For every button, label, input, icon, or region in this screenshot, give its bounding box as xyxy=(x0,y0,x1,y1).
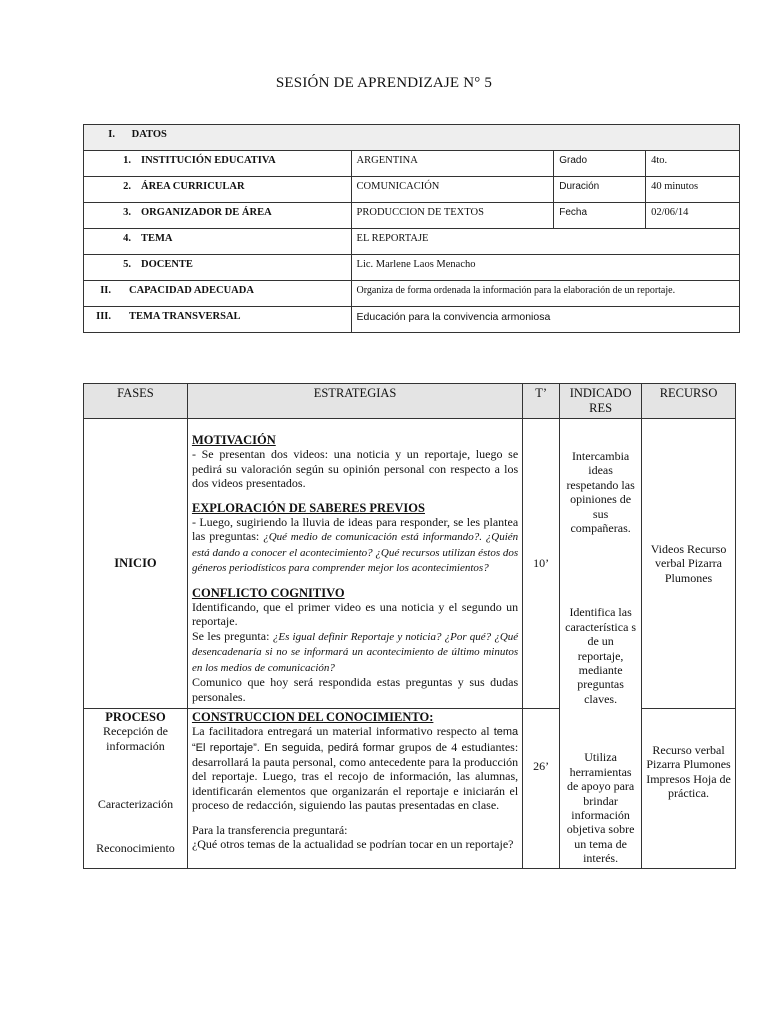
section-number: I. xyxy=(108,129,115,140)
exploracion-text: - Luego, sugiriendo la lluvia de ideas para responder, se les plantea las preguntas: xyxy=(191,515,519,544)
conflicto-title: CONFLICTO COGNITIVO xyxy=(191,585,345,600)
indicador-identifica: Identifica las característica s de un reportaje, mediante preguntas claves. xyxy=(565,605,637,706)
row-value: Educación para la convivencia armoniosa xyxy=(351,307,739,333)
row-label: INSTITUCIÓN EDUCATIVA xyxy=(141,155,276,166)
conflicto-closing: Comunico que hoy será respondida estas preguntas y sus dudas personales. xyxy=(191,675,519,704)
proceso-row xyxy=(84,708,736,868)
row-extra-value: 4to. xyxy=(646,151,740,177)
row-label: TEMA xyxy=(141,233,173,244)
exploracion-title: EXPLORACIÓN DE SABERES PREVIOS xyxy=(191,500,425,515)
header-estrategias: ESTRATEGIAS xyxy=(187,384,522,419)
row-value: PRODUCCION DE TEXTOS xyxy=(351,203,554,229)
row-number: 3. xyxy=(123,207,131,218)
recursos-proceso: Recurso verbal Pizarra Plumones Impresos Hoja de práctica. xyxy=(642,708,736,868)
fase-inicio: INICIO xyxy=(84,419,188,709)
row-label: CAPACIDAD ADECUADA xyxy=(129,285,254,296)
exploracion-paragraph xyxy=(192,515,518,576)
datos-row xyxy=(84,177,740,203)
recursos-inicio: Videos Recurso verbal Pizarra Plumones xyxy=(642,419,736,709)
row-extra-label: Fecha xyxy=(554,203,646,229)
datos-header-row xyxy=(84,125,740,151)
indicador-intercambia: Intercambia ideas respetando las opiniones de sus compañeras. xyxy=(566,449,635,536)
row-value: COMUNICACIÓN xyxy=(351,177,554,203)
conflicto-text: Identificando, que el primer video es una noticia y el segundo un reportaje. xyxy=(191,600,519,629)
conflicto-intro: Se les pregunta: xyxy=(191,628,273,643)
header-row xyxy=(84,384,736,419)
row-extra-label: Grado xyxy=(554,151,646,177)
motivacion-title: MOTIVACIÓN xyxy=(191,433,276,447)
transferencia-question: ¿Qué otros temas de la actualidad se podrían tocar en un reportaje? xyxy=(191,837,514,852)
indicadores-inicio xyxy=(560,419,642,709)
row-number: II. xyxy=(100,285,111,296)
header-fases: FASES xyxy=(84,384,188,419)
tiempo-inicio: 10’ xyxy=(523,419,560,709)
header-recursos: RECURSO xyxy=(642,384,736,419)
header-tiempo: T’ xyxy=(523,384,560,419)
datos-row xyxy=(84,203,740,229)
datos-row xyxy=(84,255,740,281)
proceso-reconocimiento: Reconocimiento xyxy=(96,841,175,856)
row-extra-value: 02/06/14 xyxy=(646,203,740,229)
construccion-paragraph xyxy=(192,724,518,812)
section-label: DATOS xyxy=(131,129,167,140)
estrategias-proceso xyxy=(187,708,522,868)
row-value: ARGENTINA xyxy=(351,151,554,177)
motivacion-text: - Se presentan dos videos: una noticia y un reportaje, luego se pedirá su valoración según su opinión personal con respecto a los dos videos presentados. xyxy=(191,447,519,491)
row-value: Lic. Marlene Laos Menacho xyxy=(351,255,739,281)
row-number: 2. xyxy=(123,181,131,192)
fase-proceso xyxy=(84,708,188,868)
proceso-caracterizacion: Caracterización xyxy=(97,797,174,811)
row-number: III. xyxy=(96,311,111,322)
header-indicadores: INDICADO RES xyxy=(560,384,642,419)
construccion-title: CONSTRUCCION DEL CONOCIMIENTO: xyxy=(191,709,434,724)
inicio-row xyxy=(84,419,736,709)
proceso-title: PROCESO xyxy=(105,709,166,724)
row-number: 4. xyxy=(123,233,131,244)
document-title: SESIÓN DE APRENDIZAJE N° 5 xyxy=(275,75,493,91)
datos-table xyxy=(83,124,740,333)
proceso-recepcion: Recepción de información xyxy=(102,724,168,753)
row-label: DOCENTE xyxy=(141,259,193,270)
tema-transversal-row xyxy=(84,307,740,333)
row-value: Organiza de forma ordenada la información para la elaboración de un reportaje. xyxy=(351,281,739,307)
conflicto-questions: ¿Es igual definir Reportaje y noticia? ¿Por qué? ¿Qué desencadenaría si no se informará un acontecimiento de último minutos en los medios de comunicación? xyxy=(191,630,519,674)
exploracion-questions: ¿Qué medio de comunicación está informando?. ¿Quién está dando a conocer el acontecimiento? ¿Qué recursos utilizan éstos dos géneros periodísticos para comprender mejor los acontecimientos? xyxy=(191,531,519,575)
capacidad-row xyxy=(84,281,740,307)
tiempo-proceso: 26’ xyxy=(523,708,560,868)
row-number: 5. xyxy=(123,259,131,270)
construccion-text-1: La facilitadora entregará un material informativo respecto al xyxy=(191,724,494,739)
construccion-tema: tema “El reportaje”. En seguida, pedirá formar xyxy=(191,726,519,754)
row-extra-value: 40 minutos xyxy=(646,177,740,203)
row-value: EL REPORTAJE xyxy=(351,229,739,255)
row-number: 1. xyxy=(123,155,131,166)
row-label: TEMA TRANSVERSAL xyxy=(129,311,241,322)
row-label: ÁREA CURRICULAR xyxy=(141,181,245,192)
datos-row xyxy=(84,229,740,255)
session-table xyxy=(83,383,736,869)
datos-row xyxy=(84,151,740,177)
indicadores-proceso: Utiliza herramientas de apoyo para brindar información objetiva sobre un tema de interés. xyxy=(560,708,642,868)
transferencia-text: Para la transferencia preguntará: xyxy=(191,822,348,837)
conflicto-paragraph xyxy=(192,629,518,675)
construccion-text-2: grupos de 4 estudiantes: desarrollará la pauta personal, como antecedente para la producción del reportaje. Luego, tras el recojo de información, las alumnas, identificarán elementos que organizarán el reportaje e iniciarán el proceso de redacción, siguiendo las pautas presentadas en clase. xyxy=(191,739,519,813)
estrategias-inicio xyxy=(187,419,522,709)
row-label: ORGANIZADOR DE ÁREA xyxy=(141,207,272,218)
row-extra-label: Duración xyxy=(554,177,646,203)
